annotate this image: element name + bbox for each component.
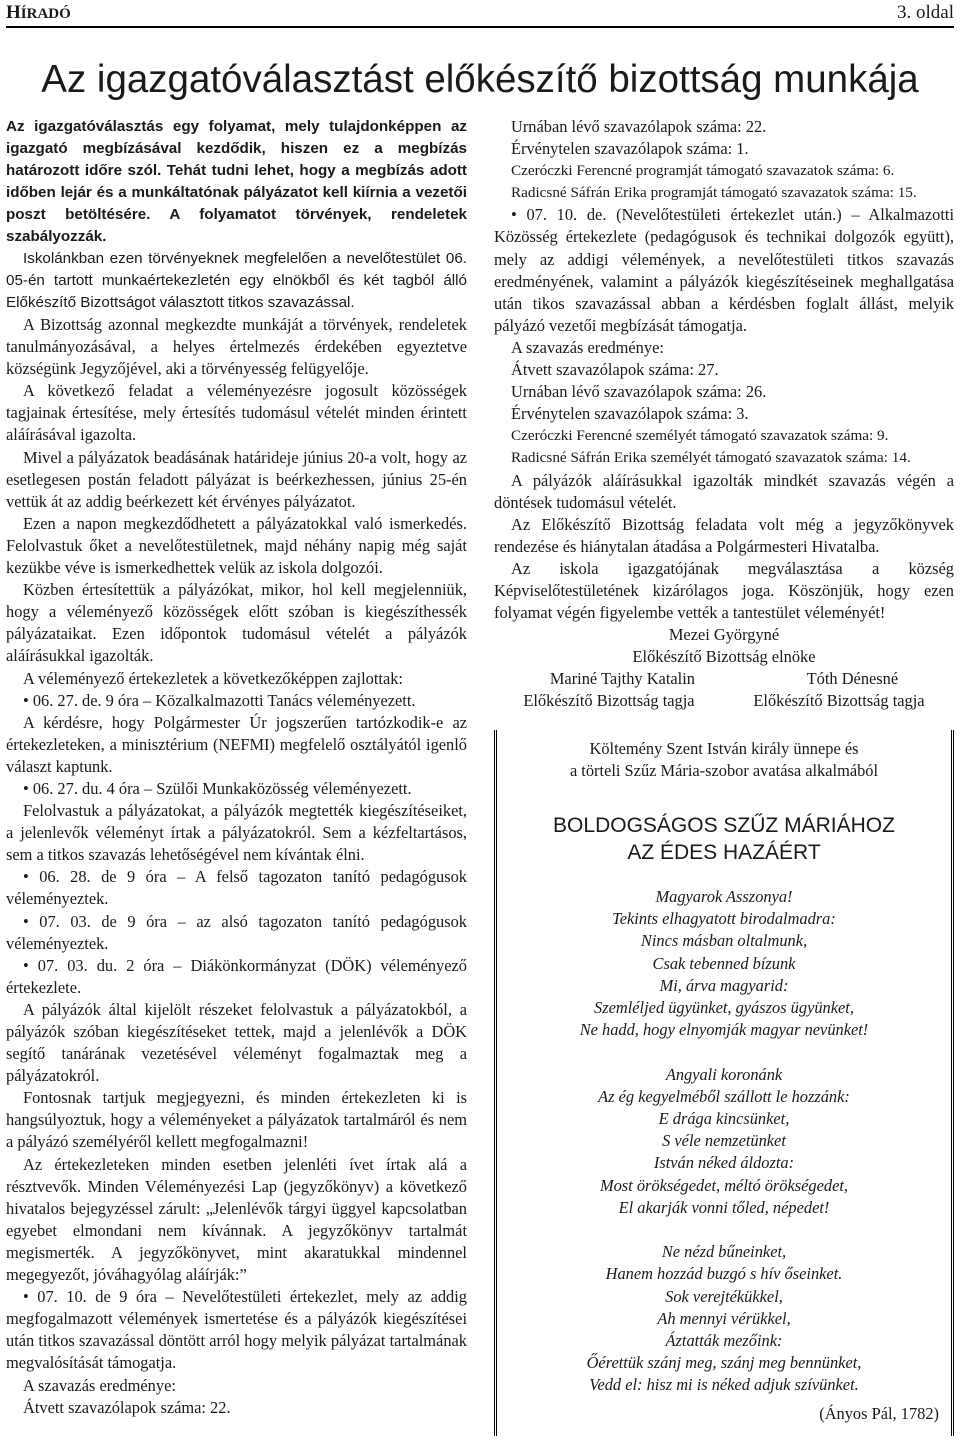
vote-line: Czeróczki Ferencné programját támogató szavazatok száma: 6. (511, 162, 895, 180)
poem-line: István néked áldozta: (653, 1153, 795, 1173)
poem-stanza (497, 1064, 951, 1219)
poem-line: Vedd el: hisz mi is néked adjuk szívünket. (589, 1375, 859, 1395)
publication-name: HÍRADÓ (6, 2, 71, 23)
poem-line: Magyarok Asszonya! (655, 887, 793, 906)
poem-line: Őérettük szánj meg, szánj meg bennünket, (586, 1353, 862, 1373)
poem-title-line: AZ ÉDES HAZÁÉRT (627, 841, 821, 864)
paragraph: Átvett szavazólapok száma: 22. (23, 1397, 231, 1417)
poem-line: El akarják vonni tőled, népedet! (618, 1197, 830, 1217)
paragraph: Ezen a napon megkezdődhetett a pályázatokkal való ismerkedés. Felolvastuk őket a nevelőtestületnek, majd néhány napig még saját kezükbe véve is ismerkedhettek velük az iskola dolgozói. (6, 513, 467, 578)
poem-author: (Ányos Pál, 1782) (819, 1404, 939, 1423)
paragraph: Fontosnak tartjuk megjegyezni, és minden értekezleten ki is hangsúlyoztuk, hogy a véleményeket a pályázatok tartalmáról és nem a pályázó személyéről kellett megfogalmazni! (6, 1088, 467, 1152)
paragraph: A kérdésre, hogy Polgármester Úr jogszerűen tartózkodik-e az értekezleteken, a minisztérium (NEFMI) megfelelő osztályától igenlő választ kaptunk. (6, 712, 467, 776)
paragraph: Mivel a pályázatok beadásának határideje június 20-a volt, hogy az esetlegesen postán feladott pályázat is beérkezhessen, június 25-én vettük át az addig beérkezett két érvényes pályázatot. (6, 447, 467, 511)
list-item: • 06. 27. de. 9 óra – Közalkalmazotti Tanács véleményezett. (23, 690, 416, 710)
vote-line: Urnában lévő szavazólapok száma: 26. (511, 382, 767, 402)
poem-stanza (497, 886, 951, 1041)
poem-line: Mi, árva magyarid: (659, 975, 789, 995)
poem-line: Áztatták mezőink: (665, 1331, 783, 1351)
paragraph: A véleményező értekezletek a következőképpen zajlottak: (23, 668, 403, 688)
poem-line: Sok verejtékükkel, (665, 1286, 783, 1306)
paragraph: Iskolánkban ezen törvényeknek megfelelően a nevelőtestület 06. 05-én tartott munkaértekezletén egy elnökből és két tagból álló Előkészítő Bizottságot választott titkos szavazással. (6, 250, 467, 311)
vote-line: Radicsné Sáfrán Erika programját támogató szavazatok száma: 15. (511, 184, 917, 202)
list-item: • 07. 03. de 9 óra – az alsó tagozaton tanító pedagógusok véleményeztek. (6, 911, 467, 953)
poem-line: Angyali koronánk (665, 1064, 783, 1084)
paragraph: Felolvastuk a pályázatokat, a pályázók megtették kiegészítéseiket, a jelenlevők véleményt írtak a pályázatokról. Sem a kézfeltartásos, sem a titkos szavazás lehetőségével nem kívántak élni. (6, 801, 467, 865)
poem-line: Nincs másban oltalmunk, (640, 931, 808, 951)
member-role: Előkészítő Bizottság tagja (523, 691, 695, 711)
poem-line: Ah mennyi vérükkel, (657, 1308, 791, 1328)
vote-line: Radicsné Sáfrán Erika személyét támogató szavazatok száma: 14. (511, 449, 911, 467)
member-name: Tóth Dénesné (806, 669, 899, 689)
poem-intro (497, 738, 951, 782)
poem-line: Ne nézd bűneinket, (661, 1242, 787, 1262)
list-item: • 06. 27. du. 4 óra – Szülői Munkaközösség véleményezett. (23, 778, 412, 798)
chair-name: Mezei Györgyné (668, 625, 780, 645)
member-name: Mariné Tajthy Katalin (549, 669, 695, 689)
page-header (6, 2, 954, 28)
member-roles (494, 690, 954, 712)
paragraph: A következő feladat a véleményezésre jogosult közösségek tagjainak értesítése, mely értesítés tudomásul vételét minden érintett aláírásával igazolta. (6, 381, 467, 445)
list-item: • 07. 10. de. (Nevelőtestületi értekezlet után.) – Alkalmazotti Közösség értekezlete (pedagógusok és technikai dolgozók együtt), mely az addigi vélemények, a nevelőtestületi titkos szavazás eredményének, valamint a pályázók kiegészítéseinek meghallgatása után tikos szavazással abban a kérdésben foglalt állást, melyik pályázó vezetői megbízását támogatja. (494, 205, 954, 335)
paragraph: Az Előkészítő Bizottság feladata volt még a jegyzőkönyvek rendezése és hiánytalan átadása a Polgármesteri Hivatalba. (494, 514, 954, 556)
paragraph: A szavazás eredménye: (511, 337, 664, 357)
paragraph: Közben értesítettük a pályázókat, mikor, hol kell megjelenniük, hogy a véleményező közösségek előtt szóban is kiegészíthessék pályázataikat. Ezen időpontok tudomásul vételét a pályázók aláírásukkal igazolták. (6, 580, 467, 666)
paragraph: A pályázók által kijelölt részeket felolvastuk a pályázatokból, a pályázók szóban kiegészítéseket tettek, majd a jelenlévők a DÖK segítő tanárának vezetésével véleményt fogalmaztak meg a pályázatokról. (6, 999, 467, 1086)
list-item: • 07. 03. du. 2 óra – Diákönkormányzat (DÖK) véleményező értekezlete. (6, 955, 467, 997)
paragraph: A pályázók aláírásukkal igazolták mindkét szavazás végén a döntések tudomásul vételét. (494, 470, 954, 512)
poem-line: Hanem hozzád buzgó s hív őseinket. (605, 1264, 843, 1284)
vote-line: Urnában lévő szavazólapok száma: 22. (511, 117, 767, 136)
page-number: 3. oldal (897, 2, 954, 23)
poem-line: Most örökségedet, méltó örökségedet, (599, 1175, 849, 1195)
poem-line: Csak tebenned bízunk (652, 953, 796, 973)
poem-body (497, 886, 951, 1419)
list-item: • 07. 10. de 9 óra – Nevelőtestületi értekezlet, mely az addig megfogalmazott vélemények ismertetése és a pályázók kiegészítései után titkos szavazással döntött arról hogy melyik pályázat tartalmának megvalósítását támogatja. (6, 1287, 467, 1373)
poem-line: Szemléljed ügyünket, gyászos ügyünket, (594, 998, 854, 1018)
vote-line: Czeróczki Ferencné személyét támogató szavazatok száma: 9. (511, 427, 889, 445)
poem-line: Az ég kegyelméből szállott le hozzánk: (598, 1086, 850, 1106)
poem-intro-line: Költemény Szent István király ünnepe és (589, 739, 859, 758)
chair-role: Előkészítő Bizottság elnöke (632, 647, 816, 667)
vote-line: Érvénytelen szavazólapok száma: 1. (511, 139, 749, 159)
poem-stanza (497, 1241, 951, 1396)
paragraph: A Bizottság azonnal megkezdte munkáját a törvények, rendeletek tanulmányozásával, a helyes értelmezés érdekében egyeztetve községünk Jegyzőjével, aki a törvényesség felügyelője. (6, 315, 467, 379)
poem-intro-line: a törteli Szűz Mária-szobor avatása alkalmából (569, 761, 879, 780)
paragraph: Az értekezleteken minden esetben jelenléti ívet írtak alá a résztvevők. Minden Véleményezési Lap (jegyzőkönyv) a következő hivatalos bejegyzéssel zárult: „Jelenlévők tárgyi üggyel kapcsolatban egyebet elmondani nem kívánnak. A jegyzőkönyv tartalmát megismerték. A jegyzőkönyvet, mint akaratukkal mindennel megegyezőt, jóváhagyólag aláírják:” (6, 1154, 467, 1285)
article-lead: Az igazgatóválasztás egy folyamat, mely tulajdonképpen az igazgató megbízásával kezdődik, hiszen ez a megbízás határozott időre szól. Tehát tudni lehet, hogy a megbízás adott időben lejár és a munkáltatónak pályázatot kell kiírnia a vezetői poszt betöltésére. A folyamatot törvények, rendeletek szabályozzák. (6, 118, 467, 245)
poem-box (494, 730, 954, 1436)
list-item: • 06. 28. de 9 óra – A felső tagozaton tanító pedagógusok véleményeztek. (6, 867, 467, 909)
article-title: Az igazgatóválasztást előkészítő bizottság munkája (41, 58, 919, 101)
poem-line: E drága kincsünket, (658, 1109, 790, 1129)
poem-line: S véle nemzetünket (662, 1131, 786, 1151)
vote-line: Érvénytelen szavazólapok száma: 3. (511, 404, 749, 424)
member-names (494, 668, 954, 690)
right-column (494, 116, 954, 713)
vote-line: Átvett szavazólapok száma: 27. (511, 360, 719, 380)
poem-title-line: BOLDOGSÁGOS SZŰZ MÁRIÁHOZ (553, 814, 895, 837)
left-column (6, 116, 467, 1419)
poem-line: Ne hadd, hogy elnyomják magyar nevünket! (579, 1020, 869, 1040)
poem-title (497, 812, 951, 866)
paragraph: A szavazás eredménye: (23, 1375, 176, 1395)
paragraph: Az iskola igazgatójának megválasztása a község Képviselőtestületének kizárólagos joga. Köszönjük, hogy ezen folyamat végén figyelembe vették a tantestület véleményét! (494, 558, 954, 623)
member-role: Előkészítő Bizottság tagja (753, 691, 925, 711)
poem-line: Tekints elhagyatott birodalmadra: (612, 909, 836, 929)
